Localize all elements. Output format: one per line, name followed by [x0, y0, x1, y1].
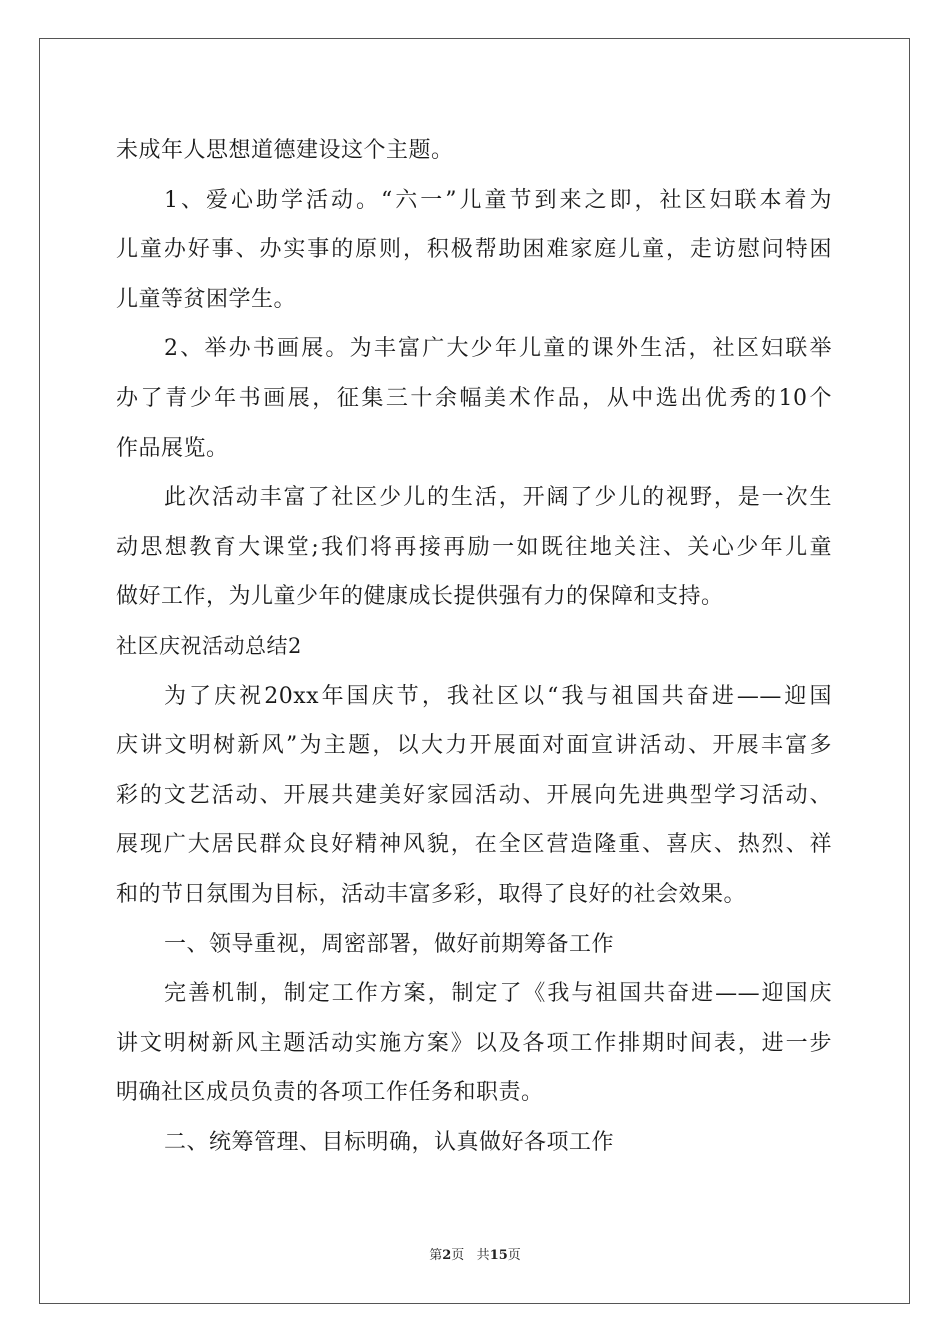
text-line: 做好工作，为儿童少年的健康成长提供强有力的保障和支持。 — [116, 584, 724, 610]
text-line: 庆讲文明树新风”为主题，以大力开展面对面宣讲活动、开展丰富多 — [116, 733, 832, 759]
subheading: 二、统筹管理、目标明确，认真做好各项工作 — [164, 1129, 615, 1155]
total-prefix: 共 — [476, 1248, 490, 1263]
text-line: 彩的文艺活动、开展共建美好家园活动、开展向先进典型学习活动、 — [116, 782, 832, 808]
text-line: 动思想教育大课堂;我们将再接再励一如既往地关注、关心少年儿童 — [116, 534, 832, 560]
page-number: 2 — [442, 1248, 452, 1263]
text-line: 讲文明树新风主题活动实施方案》以及各项工作排期时间表，进一步 — [116, 1030, 832, 1056]
text-line: 此次活动丰富了社区少儿的生活，开阔了少儿的视野，是一次生 — [164, 485, 832, 511]
text-line: 儿童办好事、办实事的原则，积极帮助困难家庭儿童，走访慰问特困 — [116, 237, 832, 263]
text-line: 儿童等贫困学生。 — [116, 286, 297, 312]
text-line: 2、举办书画展。为丰富广大少年儿童的课外生活，社区妇联举 — [164, 336, 832, 362]
total-suffix: 页 — [507, 1248, 521, 1263]
page-footer — [0, 1244, 950, 1263]
document-body — [116, 126, 832, 1167]
text-line: 为了庆祝20xx年国庆节，我社区以“我与祖国共奋进——迎国 — [164, 683, 832, 709]
text-line: 和的节日氛围为目标，活动丰富多彩，取得了良好的社会效果。 — [116, 881, 747, 907]
text-line: 1、爱心助学活动。“六一”儿童节到来之即，社区妇联本着为 — [164, 187, 832, 213]
text-line: 未成年人思想道德建设这个主题。 — [116, 138, 454, 163]
section-title: 社区庆祝活动总结2 — [116, 633, 302, 658]
text-line: 完善机制，制定工作方案，制定了《我与祖国共奋进——迎国庆 — [164, 981, 832, 1007]
text-line: 展现广大居民群众良好精神风貌，在全区营造隆重、喜庆、热烈、祥 — [116, 832, 832, 858]
text-line: 明确社区成员负责的各项工作任务和职责。 — [116, 1080, 544, 1106]
page-suffix: 页 — [451, 1248, 465, 1263]
text-line: 办了青少年书画展，征集三十余幅美术作品，从中选出优秀的10个 — [116, 385, 832, 411]
text-line: 作品展览。 — [116, 435, 229, 461]
subheading: 一、领导重视，周密部署，做好前期筹备工作 — [164, 931, 615, 957]
page-prefix: 第 — [429, 1248, 443, 1263]
total-pages: 15 — [489, 1248, 508, 1263]
